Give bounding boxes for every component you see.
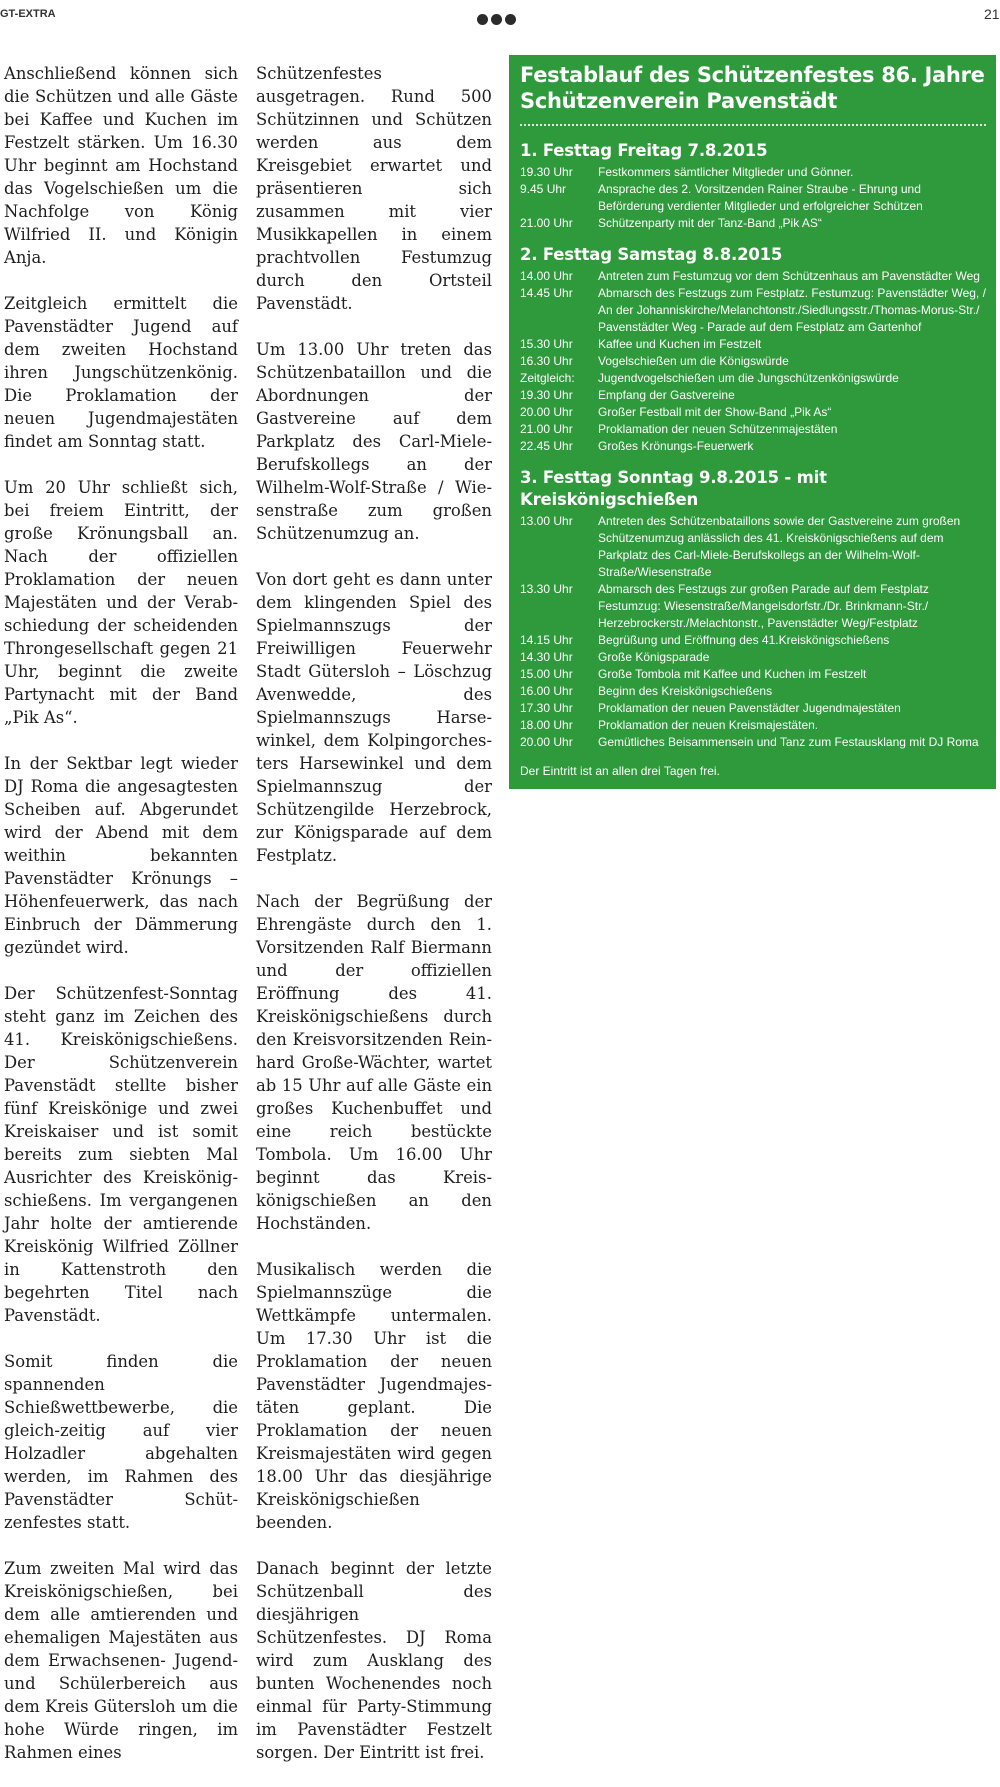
event-description: Festkommers sämtlicher Mitglieder und Gönner. xyxy=(598,165,854,179)
event-time: 17.30 Uhr xyxy=(520,701,573,715)
event-time: 19.30 Uhr xyxy=(520,165,573,179)
schedule-days xyxy=(520,140,986,751)
article-paragraph: Zum zweiten Mal wird das Kreiskönigschießen, bei dem alle amtierenden und ehemaligen Majestäten aus dem Erwachsenen- Jugend- und Schülerbereich aus dem Kreis Gütersloh um die hohe Würde ringen, im Rahmen eines xyxy=(4,1559,238,1762)
event-description: Abmarsch des Festzugs zum Festplatz. Festumzug: Pavenstädter Weg, / An der Johanniskirche/Melanchtonstr./Siedlungsstr./Thomas-Morus-Str./ Pavenstädter Weg - Parade auf dem Festplatz am Gartenhof xyxy=(598,286,986,334)
article-paragraph: Um 20 Uhr schließt sich, bei freiem Eintritt, der große Krönungsball an. Nach der offiziellen Proklamation der neuen Majestäten und der Verabschiedung der scheidenden Throngesellschaft gegen 21 Uhr, beginnt die zweite Partynacht mit der Band „Pik As“. xyxy=(4,478,238,727)
event-time: 14.45 Uhr xyxy=(520,286,573,300)
schedule-event xyxy=(520,285,986,336)
article-paragraph: Zeitgleich ermittelt die Pavenstädter Jugend auf dem zweiten Hochstand ihren Jungschützenkönig. Die Proklamation der neuen Jugendmajestäten findet am Sonntag statt. xyxy=(4,294,238,451)
schedule-event xyxy=(520,700,986,717)
article-paragraph: Der Schützenfest-Sonntag steht ganz im Zeichen des 41. Kreiskönigschießens. Der Schützenverein Pavenstädt stellte bisher fünf Kreiskönige und zwei Kreiskaiser und ist somit bereits zum siebten Mal Ausrichter des Kreiskönigschießens. Im vergangenen Jahr holte der amtierende Kreiskönig Wilfried Zöllner in Kattenstroth den begehrten Titel nach Pavenstädt. xyxy=(4,984,238,1325)
event-description: Kaffee und Kuchen im Festzelt xyxy=(598,337,762,351)
section-label: GT-EXTRA xyxy=(0,8,56,20)
schedule-title: Festablauf des Schützenfestes 86. Jahre Schützenverein Pavenstädt xyxy=(520,63,985,113)
event-time: 21.00 Uhr xyxy=(520,422,573,436)
event-time: 14.30 Uhr xyxy=(520,650,573,664)
article-paragraph: Musikalisch werden die Spielmannszüge die Wettkämpfe untermalen. Um 17.30 Uhr ist die Proklamation der neuen Pavenstädter Jugendmajestäten geplant. Die Proklamation der neuen Kreismajestäten wird gegen 18.00 Uhr das diesjährige Kreiskönigschießen beenden. xyxy=(256,1260,492,1532)
event-description: Beginn des Kreiskönigschießens xyxy=(598,684,773,698)
event-time: 15.30 Uhr xyxy=(520,337,573,351)
event-description: Empfang der Gastvereine xyxy=(598,388,735,402)
schedule-event xyxy=(520,421,986,438)
schedule-footer: Der Eintritt ist an allen drei Tagen frei. xyxy=(520,764,720,778)
event-description: Antreten des Schützenbataillons sowie der Gastvereine zum großen Schützenumzug anlässlich des 41. Kreiskönigschießens auf dem Parkplatz des Carl-Miele-Berufskollegs an der Wilhelm-Wolf-Straße/Wiesenstraße xyxy=(598,514,961,579)
event-description: Vogelschießen um die Königswürde xyxy=(598,354,789,368)
event-time: 19.30 Uhr xyxy=(520,388,573,402)
schedule-event xyxy=(520,268,986,285)
schedule-event xyxy=(520,215,986,232)
event-time: 20.00 Uhr xyxy=(520,405,573,419)
schedule-event xyxy=(520,336,986,353)
event-description: Ansprache des 2. Vorsitzenden Rainer Straube - Ehrung und Beförderung verdienter Mitglieder und erfolgreicher Schützen xyxy=(598,182,923,213)
event-time: 9.45 Uhr xyxy=(520,182,567,196)
event-time: 14.15 Uhr xyxy=(520,633,573,647)
event-time: 18.00 Uhr xyxy=(520,718,573,732)
article-paragraph: In der Sektbar legt wieder DJ Roma die angesagtesten Scheiben auf. Abgerundet wird der Abend mit dem weithin bekannten Pavenstädter Krönungs – Höhenfeuerwerk, das nach Einbruch der Dämmerung gezündet wird. xyxy=(4,754,238,957)
event-time: 21.00 Uhr xyxy=(520,216,573,230)
article-paragraph: Nach der Begrüßung der Ehrengäste durch den 1. Vorsitzenden Ralf Biermann und der offiziellen Eröffnung des 41. Kreiskönigschießens durch den Kreisvorsitzenden Reinhard Große-Wächter, wartet ab 15 Uhr auf alle Gäste ein großes Kuchenbuffet und eine reich bestückte Tombola. Um 16.00 Uhr beginnt das Kreiskönigschießen an den Hochständen. xyxy=(256,892,492,1233)
event-time: 15.00 Uhr xyxy=(520,667,573,681)
day-heading: 2. Festtag Samstag 8.8.2015 xyxy=(520,245,783,264)
day-heading: 1. Festtag Freitag 7.8.2015 xyxy=(520,141,768,160)
event-time: 16.30 Uhr xyxy=(520,354,573,368)
event-description: Antreten zum Festumzug vor dem Schützenhaus am Pavenstädter Weg xyxy=(598,269,980,283)
event-description: Proklamation der neuen Kreismajestäten. xyxy=(598,718,819,732)
event-description: Abmarsch des Festzugs zur großen Parade auf dem Festplatz Festumzug: Wiesenstraße/Mangelsdorfstr./Dr. Brinkmann-Str./ Herzebrockerstr./Melachtonstr., Pavenstädter Weg/Festplatz xyxy=(598,582,929,630)
schedule-event xyxy=(520,683,986,700)
event-description: Große Tombola mit Kaffee und Kuchen im Festzelt xyxy=(598,667,867,681)
event-description: Proklamation der neuen Pavenstädter Jugendmajestäten xyxy=(598,701,901,715)
schedule-box xyxy=(509,55,996,789)
schedule-event xyxy=(520,164,986,181)
schedule-event xyxy=(520,181,986,215)
schedule-event xyxy=(520,513,986,581)
article-paragraph: Um 13.00 Uhr treten das Schützenbataillon und die Abordnungen der Gastvereine auf dem Parkplatz des Carl-Miele-Berufskollegs an der Wilhelm-Wolf-Straße / Wiesenstraße zum großen Schützenumzug an. xyxy=(256,340,492,543)
article-paragraph: Schützenfestes ausgetragen. Rund 500 Schützinnen und Schützen werden aus dem Kreisgebiet erwartet und präsentieren sich zusammen mit vier Musikkapellen in einem prachtvollen Festumzug durch den Ortsteil Pavenstädt. xyxy=(256,64,492,313)
event-description: Gemütliches Beisammensein und Tanz zum Festausklang mit DJ Roma xyxy=(598,735,979,749)
event-time: 14.00 Uhr xyxy=(520,269,573,283)
schedule-event xyxy=(520,353,986,370)
schedule-event xyxy=(520,649,986,666)
schedule-event xyxy=(520,717,986,734)
schedule-event xyxy=(520,387,986,404)
schedule-event xyxy=(520,404,986,421)
event-description: Schützenparty mit der Tanz-Band „Pik AS“ xyxy=(598,216,822,230)
section-dots-icon xyxy=(477,10,519,29)
event-description: Große Königsparade xyxy=(598,650,710,664)
schedule-day xyxy=(520,467,986,751)
schedule-event xyxy=(520,666,986,683)
article-paragraph: Somit finden die spannenden Schießwettbewerbe, die gleich-zeitig auf vier Holzadler abgehalten werden, im Rahmen des Pavenstädter Schützenfestes statt. xyxy=(4,1352,238,1532)
article-column-middle xyxy=(256,62,492,1787)
event-description: Begrüßung und Eröffnung des 41.Kreiskönigschießens xyxy=(598,633,890,647)
event-time: 13.00 Uhr xyxy=(520,514,573,528)
schedule-event xyxy=(520,734,986,751)
event-description: Großer Festball mit der Show-Band „Pik As“ xyxy=(598,405,832,419)
article-column-left xyxy=(4,62,238,1787)
schedule-event xyxy=(520,438,986,455)
schedule-event xyxy=(520,581,986,632)
event-time: 13.30 Uhr xyxy=(520,582,573,596)
page-number: 21 xyxy=(984,6,1000,22)
event-time: 16.00 Uhr xyxy=(520,684,573,698)
schedule-divider xyxy=(520,124,986,126)
schedule-event xyxy=(520,370,986,387)
article-paragraph: Von dort geht es dann unter dem klingenden Spiel des Spielmannszugs der Freiwilligen Feuerwehr Stadt Gütersloh – Löschzug Avenwedde, des Spielmannszugs Harsewinkel, dem Kolpingorchesters Harsewinkel und dem Spielmannszug der Schützengilde Herzebrock, zur Königsparade auf dem Festplatz. xyxy=(256,570,492,865)
event-description: Proklamation der neuen Schützenmajestäten xyxy=(598,422,838,436)
event-description: Jugendvogelschießen um die Jungschützenkönigswürde xyxy=(598,371,899,385)
event-time: 22.45 Uhr xyxy=(520,439,573,453)
event-time: 20.00 Uhr xyxy=(520,735,573,749)
article-paragraph: Danach beginnt der letzte Schützenball des diesjährigen Schützenfestes. DJ Roma wird zum Ausklang des bunten Wochenendes noch einmal für Party-Stimmung im Pavenstädter Festzelt sorgen. Der Eintritt ist frei. xyxy=(256,1559,492,1762)
event-time: Zeitgleich: xyxy=(520,371,575,385)
event-description: Großes Krönungs-Feuerwerk xyxy=(598,439,754,453)
schedule-day xyxy=(520,140,986,232)
schedule-day xyxy=(520,244,986,455)
day-heading: 3. Festtag Sonntag 9.8.2015 - mit Kreiskönigschießen xyxy=(520,468,827,509)
schedule-event xyxy=(520,632,986,649)
article-paragraph: Anschließend können sich die Schützen und alle Gäste bei Kaffee und Kuchen im Festzelt stärken. Um 16.30 Uhr beginnt am Hochstand das Vogelschießen um die Nachfolge von König Wilfried II. und Königin Anja. xyxy=(4,64,238,267)
